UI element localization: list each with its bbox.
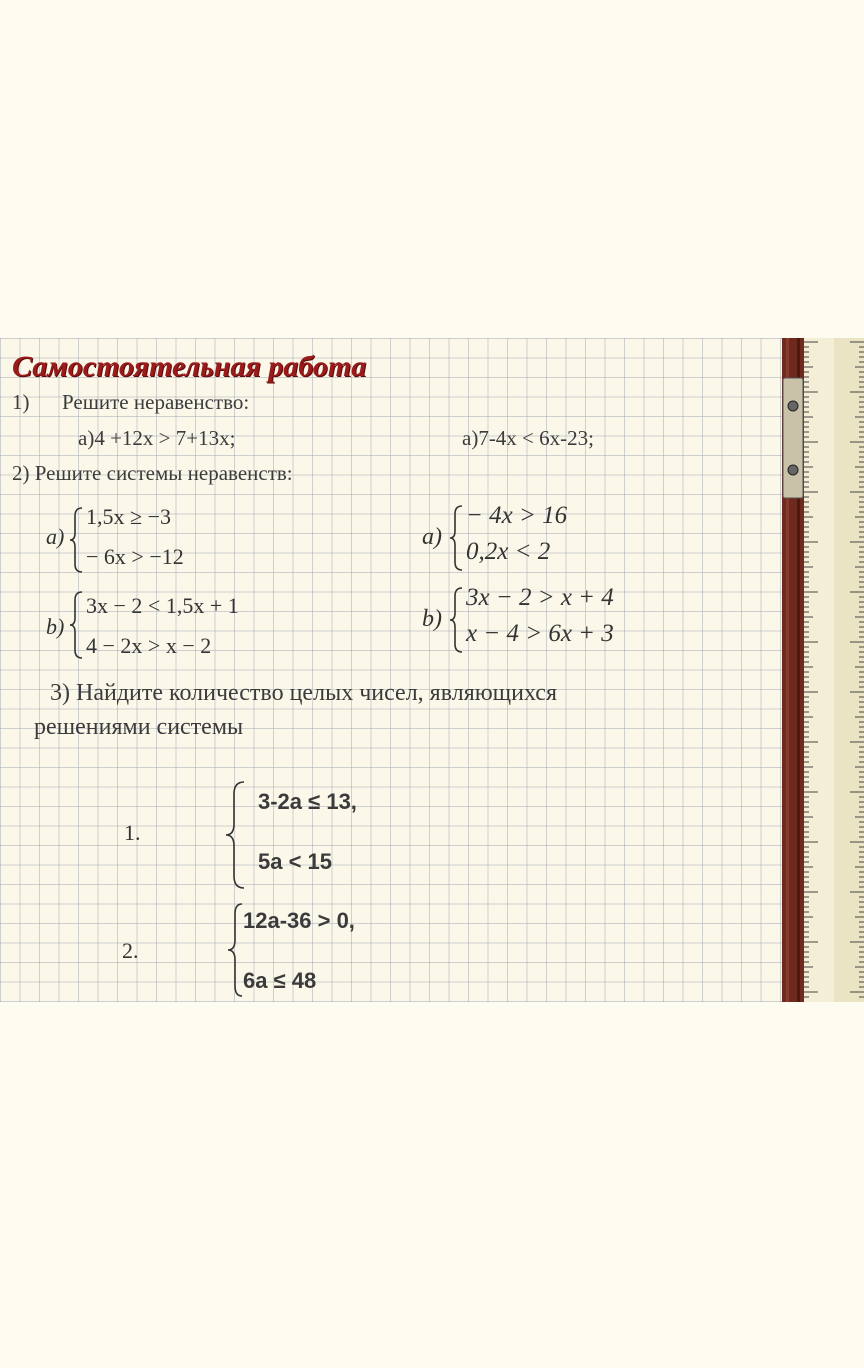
system-line-2: − 6x > −12 xyxy=(86,544,184,569)
task1-left-inequality: а)4 +12х > 7+13х; xyxy=(78,426,236,450)
system-line-2: 0,2x < 2 xyxy=(466,538,551,565)
system-line-2: 4 − 2x > x − 2 xyxy=(86,633,212,658)
system-line-2: 5a < 15 xyxy=(258,849,333,874)
task2-text: 2) Решите системы неравенств: xyxy=(12,461,293,485)
system-line-1: 1,5x ≥ −3 xyxy=(86,504,171,529)
task1-text: Решите неравенство: xyxy=(62,390,250,414)
system-line-2: 6a ≤ 48 xyxy=(243,968,317,993)
system-label: a) xyxy=(422,524,442,550)
system-line-1: 12a-36 > 0, xyxy=(243,908,355,933)
brace-icon xyxy=(448,586,464,654)
ruler-decoration xyxy=(782,338,864,1002)
brace-icon xyxy=(448,504,464,572)
worksheet xyxy=(0,338,782,1002)
brace-icon xyxy=(68,590,84,660)
system-label: b) xyxy=(422,606,442,632)
system-line-1: 3-2a ≤ 13, xyxy=(258,789,357,814)
system-line-2: x − 4 > 6x + 3 xyxy=(466,620,614,647)
page-title: Самостоятельная работа xyxy=(12,350,367,383)
system-label: b) xyxy=(46,614,65,639)
brace-icon xyxy=(226,902,244,998)
ruler-icon xyxy=(782,338,864,1002)
system-label: a) xyxy=(46,524,65,549)
brace-icon xyxy=(68,506,84,574)
brace-icon xyxy=(224,780,246,890)
system-line-1: 3x − 2 < 1,5x + 1 xyxy=(86,593,239,618)
system-number: 1. xyxy=(124,820,141,845)
task3-line-2: решениями системы xyxy=(34,714,244,740)
system-line-1: 3x − 2 > x + 4 xyxy=(466,584,614,611)
system-number: 2. xyxy=(122,938,139,963)
task3-line-1: 3) Найдите количество целых чисел, являющихся xyxy=(50,680,557,706)
task1-number: 1) xyxy=(12,390,30,414)
system-line-1: − 4x > 16 xyxy=(466,502,568,529)
task1-right-inequality: а)7-4х < 6х-23; xyxy=(462,426,594,450)
